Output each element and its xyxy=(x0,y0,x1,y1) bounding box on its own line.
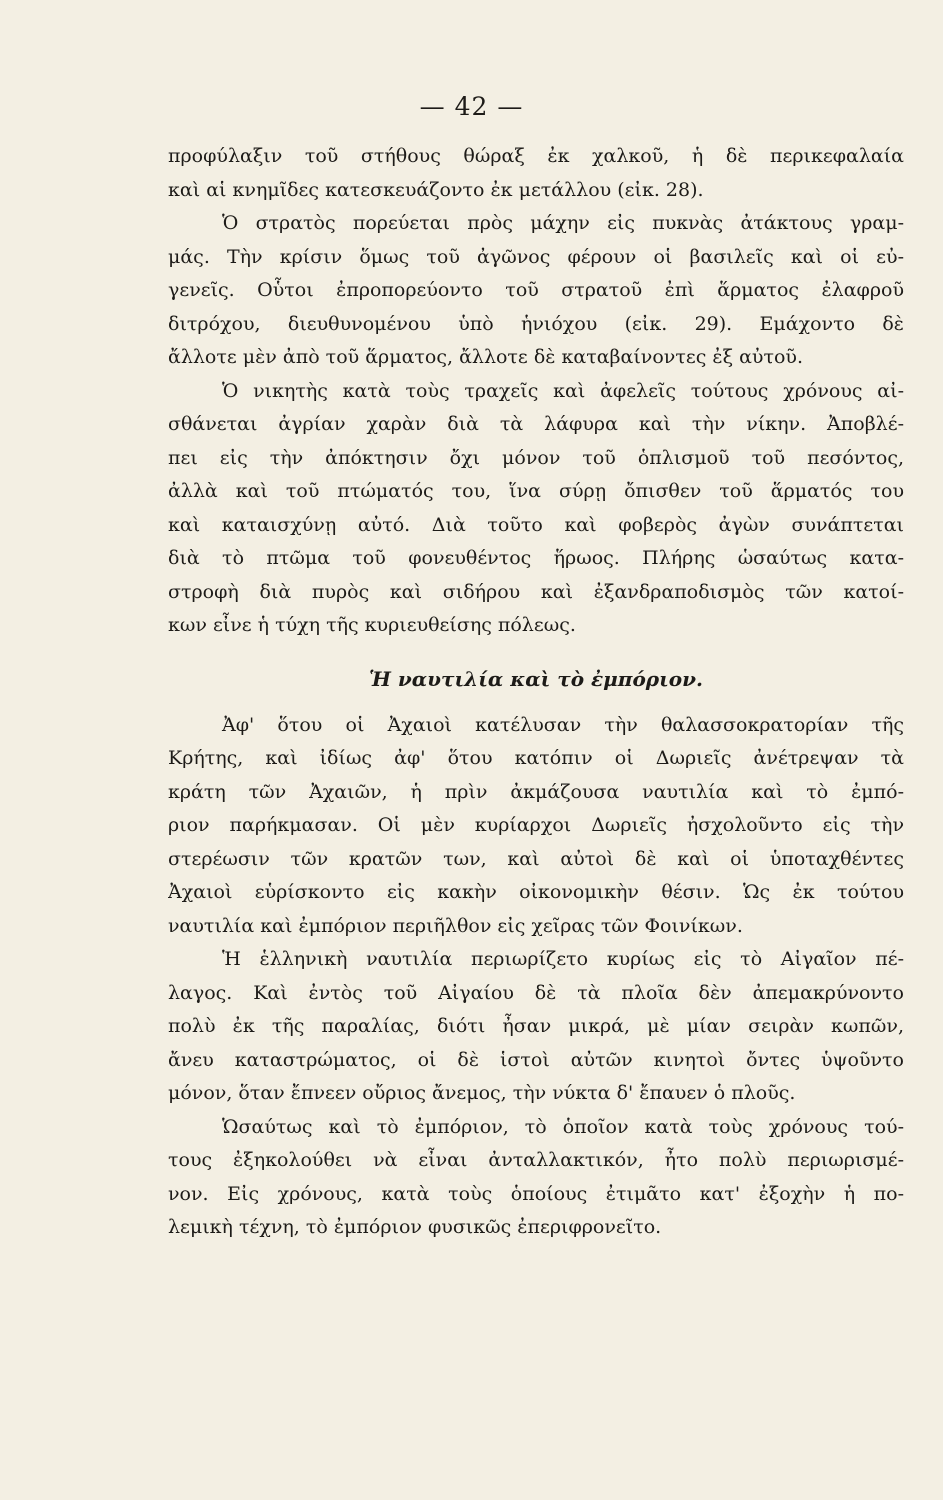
text-line: Ἀχαιοὶ εὑρίσκοντο εἰς κακὴν οἰκονομικὴν θέσιν. Ὡς ἐκ τούτου xyxy=(168,881,904,903)
text-line: στροφὴ διὰ πυρὸς καὶ σιδήρου καὶ ἐξανδραποδισμὸς τῶν κατοί- xyxy=(168,580,904,603)
paragraph xyxy=(168,1111,904,1245)
paragraph xyxy=(168,943,904,1111)
text-line: Ἀφ' ὅτου οἱ Ἀχαιοὶ κατέλυσαν τὴν θαλασσοκρατορίαν τῆς xyxy=(222,713,904,736)
text-line: στερέωσιν τῶν κρατῶν των, καὶ αὐτοὶ δὲ καὶ οἱ ὑποταχθέντες xyxy=(168,847,904,870)
text-line: μάς. Τὴν κρίσιν ὅμως τοῦ ἀγῶνος φέρουν οἱ βασιλεῖς καὶ οἱ εὐ- xyxy=(168,245,904,268)
page-number: — 42 — xyxy=(419,92,524,121)
text-line: Κρήτης, καὶ ἰδίως ἀφ' ὅτου κατόπιν οἱ Δωριεῖς ἀνέτρεψαν τὰ xyxy=(168,747,904,769)
paragraph xyxy=(168,709,904,944)
text-line: Ὁ νικητὴς κατὰ τοὺς τραχεῖς καὶ ἀφελεῖς τούτους χρόνους αἰ- xyxy=(222,379,904,402)
text-line: ἄνευ καταστρώματος, οἱ δὲ ἱστοὶ αὐτῶν κινητοὶ ὄντες ὑψοῦντο xyxy=(168,1048,904,1071)
text-line: ἀλλὰ καὶ τοῦ πτώματός του, ἵνα σύρῃ ὄπισθεν τοῦ ἅρματός του xyxy=(168,480,904,502)
text-line: διὰ τὸ πτῶμα τοῦ φονευθέντος ἥρωος. Πλήρης ὡσαύτως κατα- xyxy=(168,547,904,569)
body-text xyxy=(168,140,904,1245)
text-line: πολὺ ἐκ τῆς παραλίας, διότι ἦσαν μικρά, μὲ μίαν σειρὰν κωπῶν, xyxy=(168,1015,904,1037)
text-line: προφύλαξιν τοῦ στήθους θώραξ ἐκ χαλκοῦ, ἡ δὲ περικεφαλαία xyxy=(168,145,904,167)
text-line: καὶ καταισχύνῃ αὐτό. Διὰ τοῦτο καὶ φοβερὸς ἀγὼν συνάπτεται xyxy=(168,513,904,536)
text-line: τους ἐξηκολούθει νὰ εἶναι ἀνταλλακτικόν, ἦτο πολὺ περιωρισμέ- xyxy=(168,1149,904,1171)
paragraph xyxy=(168,140,904,207)
text-line: Ἡ ἑλληνικὴ ναυτιλία περιωρίζετο κυρίως εἰς τὸ Αἰγαῖον πέ- xyxy=(222,948,904,970)
text-line: διτρόχου, διευθυνομένου ὑπὸ ἡνιόχου (εἰκ. 29). Εμάχοντο δὲ xyxy=(168,312,904,335)
text-line: γενεῖς. Οὗτοι ἐπροπορεύοντο τοῦ στρατοῦ ἐπὶ ἅρματος ἐλαφροῦ xyxy=(168,279,904,301)
paragraph xyxy=(168,207,904,375)
section-heading: Ἡ ναυτιλία καὶ τὸ ἐμπόριον. xyxy=(369,666,703,691)
text-line: ναυτιλία καὶ ἐμπόριον περιῆλθον εἰς χεῖρας τῶν Φοινίκων. xyxy=(168,914,743,937)
text-line: κράτη τῶν Ἀχαιῶν, ἡ πρὶν ἀκμάζουσα ναυτιλία καὶ τὸ ἐμπό- xyxy=(168,780,904,803)
text-line: σθάνεται ἀγρίαν χαρὰν διὰ τὰ λάφυρα καὶ τὴν νίκην. Ἀποβλέ- xyxy=(168,413,904,435)
text-line: νον. Εἰς χρόνους, κατὰ τοὺς ὁποίους ἐτιμᾶτο κατ' ἐξοχὴν ἡ πο- xyxy=(168,1182,904,1205)
text-line: πει εἰς τὴν ἀπόκτησιν ὄχι μόνον τοῦ ὁπλισμοῦ τοῦ πεσόντος, xyxy=(168,446,904,469)
text-line: λαγος. Καὶ ἐντὸς τοῦ Αἰγαίου δὲ τὰ πλοῖα δὲν ἀπεμακρύνοντο xyxy=(168,981,904,1004)
text-line: Ὡσαύτως καὶ τὸ ἐμπόριον, τὸ ὁποῖον κατὰ τοὺς χρόνους τού- xyxy=(222,1115,904,1138)
text-line: ἄλλοτε μὲν ἀπὸ τοῦ ἅρματος, ἄλλοτε δὲ καταβαίνοντες ἐξ αὐτοῦ. xyxy=(168,346,803,368)
text-line: λεμικὴ τέχνη, τὸ ἐμπόριον φυσικῶς ἐπεριφρονεῖτο. xyxy=(168,1216,662,1238)
paragraph xyxy=(168,375,904,643)
text-line: Ὁ στρατὸς πορεύεται πρὸς μάχην εἰς πυκνὰς ἀτάκτους γραμ- xyxy=(222,212,904,234)
text-line: κων εἶνε ἡ τύχη τῆς κυριευθείσης πόλεως. xyxy=(168,614,576,636)
text-line: μόνον, ὅταν ἔπνεεν οὔριος ἄνεμος, τὴν νύκτα δ' ἔπαυεν ὁ πλοῦς. xyxy=(168,1082,796,1104)
text-line: καὶ αἱ κνημῖδες κατεσκευάζοντο ἐκ μετάλλου (εἰκ. 28). xyxy=(168,178,704,201)
text-line: ριον παρήκμασαν. Οἱ μὲν κυρίαρχοι Δωριεῖς ἠσχολοῦντο εἰς τὴν xyxy=(168,814,904,836)
